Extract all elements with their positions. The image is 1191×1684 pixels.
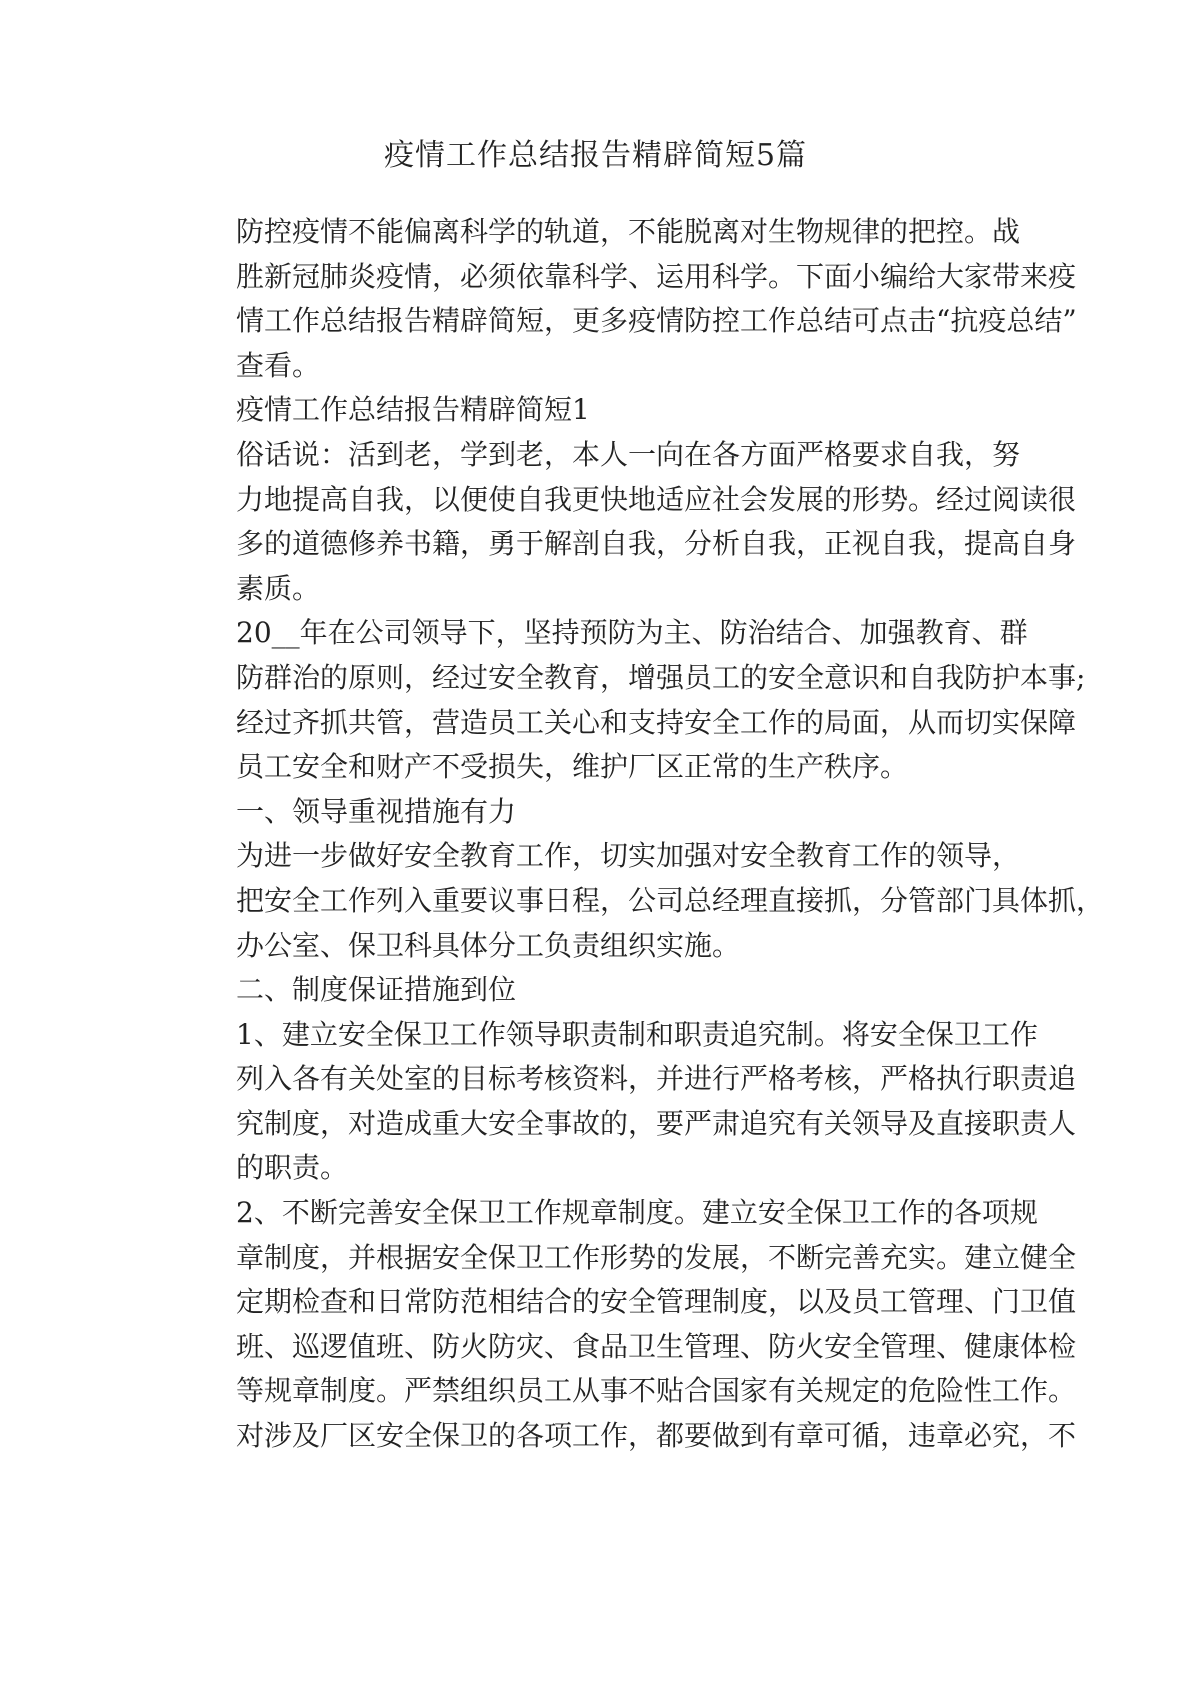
text-line: 定期检查和日常防范相结合的安全管理制度，以及员工管理、门卫值 <box>236 1285 1077 1319</box>
text-line: 等规章制度。严禁组织员工从事不贴合国家有关规定的危险性工作。 <box>236 1374 1077 1408</box>
text-line: 胜新冠肺炎疫情，必须依靠科学、运用科学。下面小编给大家带来疫 <box>236 259 1077 293</box>
text-line: 对涉及厂区安全保卫的各项工作，都要做到有章可循，违章必究，不 <box>236 1419 1077 1453</box>
text-line: 俗话说：活到老，学到老，本人一向在各方面严格要求自我，努 <box>236 437 1021 471</box>
text-line: 究制度，对造成重大安全事故的，要严肃追究有关领导及直接职责人 <box>236 1106 1077 1140</box>
text-line: 情工作总结报告精辟简短，更多疫情防控工作总结可点击“抗疫总结” <box>236 304 1077 338</box>
text-line: 2、不断完善安全保卫工作规章制度。建立安全保卫工作的各项规 <box>236 1196 1038 1230</box>
text-line: 办公室、保卫科具体分工负责组织实施。 <box>236 928 741 962</box>
paragraph-responsibility <box>180 1013 1077 1191</box>
paragraph-leadership <box>180 834 1105 968</box>
text-line: 一、领导重视措施有力 <box>236 794 517 828</box>
text-line: 列入各有关处室的目标考核资料，并进行严格考核，严格执行职责追 <box>236 1062 1077 1096</box>
text-line: 20__年在公司领导下，坚持预防为主、防治结合、加强教育、群 <box>236 616 1028 650</box>
text-line: 章制度，并根据安全保卫工作形势的发展，不断完善充实。建立健全 <box>236 1240 1077 1274</box>
document-body <box>180 210 1105 1459</box>
text-line: 防群治的原则，经过安全教育，增强员工的安全意识和自我防护本事; <box>236 660 1086 694</box>
text-line: 把安全工作列入重要议事日程，公司总经理直接抓，分管部门具体抓， <box>236 883 1105 917</box>
text-line: 防控疫情不能偏离科学的轨道，不能脱离对生物规律的把控。战 <box>236 215 1021 248</box>
text-line: 疫情工作总结报告精辟简短1 <box>236 393 590 427</box>
text-line: 1、建立安全保卫工作领导职责制和职责追究制。将安全保卫工作 <box>236 1017 1038 1051</box>
text-line: 多的道德修养书籍，勇于解剖自我，分析自我，正视自我，提高自身 <box>236 527 1077 561</box>
subheading-system <box>180 968 1012 1013</box>
document-title: 疫情工作总结报告精辟简短5篇 <box>383 138 808 173</box>
paragraph-regulations <box>180 1191 1077 1459</box>
text-line: 为进一步做好安全教育工作，切实加强对安全教育工作的领导， <box>236 839 1021 873</box>
paragraph-self-improvement <box>180 433 1077 611</box>
section-heading-1 <box>180 388 1012 433</box>
paragraph-safety-principle <box>180 611 1086 789</box>
text-line: 员工安全和财产不受损失，维护厂区正常的生产秩序。 <box>236 750 909 784</box>
text-line: 班、巡逻值班、防火防灾、食品卫生管理、防火安全管理、健康体检 <box>236 1329 1077 1363</box>
text-line: 经过齐抓共管，营造员工关心和支持安全工作的局面，从而切实保障 <box>236 705 1077 739</box>
text-line: 二、制度保证措施到位 <box>236 973 517 1007</box>
text-line: 查看。 <box>236 348 321 382</box>
text-line: 力地提高自我，以便使自我更快地适应社会发展的形势。经过阅读很 <box>236 482 1077 516</box>
text-line: 的职责。 <box>236 1151 349 1185</box>
intro-paragraph <box>180 210 1077 388</box>
subheading-leadership <box>180 790 1012 835</box>
text-line: 素质。 <box>236 571 321 605</box>
